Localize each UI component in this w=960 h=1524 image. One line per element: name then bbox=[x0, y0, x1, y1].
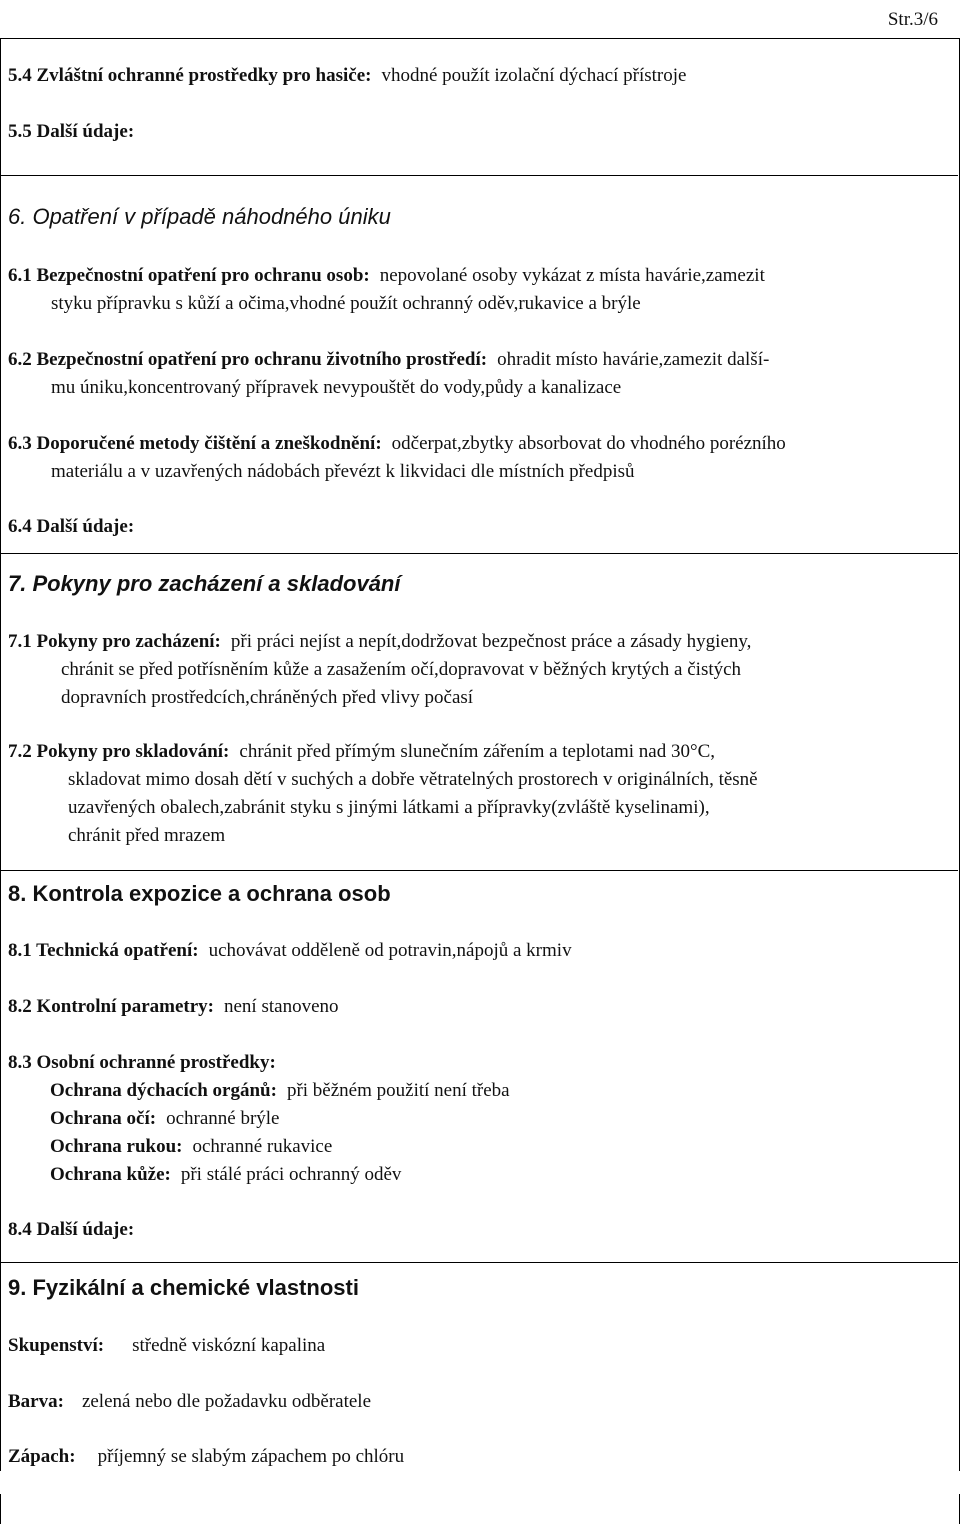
section-label: 8.1 Technická opatření: bbox=[8, 940, 199, 961]
section-5-4 bbox=[8, 62, 953, 90]
ppe-label: Ochrana kůže: bbox=[50, 1164, 171, 1185]
section-value-line: materiálu a v uzavřených nádobách převézt k likvidaci dle místních předpisů bbox=[51, 461, 635, 482]
property-label: Skupenství: bbox=[8, 1335, 105, 1356]
section-value: chránit před přímým slunečním zářením a teplotami nad 30°C, bbox=[239, 741, 715, 762]
section-6-4 bbox=[8, 513, 953, 541]
section-label: 6.4 Další údaje: bbox=[8, 516, 135, 537]
heading-section-9: 9. Fyzikální a chemické vlastnosti bbox=[8, 1275, 359, 1300]
section-label: 8.4 Další údaje: bbox=[8, 1219, 135, 1240]
section-value-line: chránit před mrazem bbox=[68, 825, 226, 846]
heading-section-7: 7. Pokyny pro zacházení a skladování bbox=[8, 571, 401, 596]
section-value: při práci nejíst a nepít,dodržovat bezpečnost práce a zásady hygieny, bbox=[230, 631, 752, 652]
ppe-value: při běžném použití není třeba bbox=[286, 1080, 510, 1101]
separator bbox=[0, 175, 958, 176]
section-label: 7.1 Pokyny pro zacházení: bbox=[8, 631, 221, 652]
section-7-2 bbox=[8, 738, 953, 850]
property-state bbox=[8, 1332, 953, 1360]
section-8-4 bbox=[8, 1216, 953, 1244]
section-label: 6.1 Bezpečnostní opatření pro ochranu osob: bbox=[8, 265, 370, 286]
section-value: nepovolané osoby vykázat z místa havárie,zamezit bbox=[379, 265, 765, 286]
section-value-line: mu úniku,koncentrovaný přípravek nevypouštět do vody,půdy a kanalizace bbox=[51, 377, 622, 398]
section-label: 5.4 Zvláštní ochranné prostředky pro hasiče: bbox=[8, 65, 372, 86]
ppe-item bbox=[8, 1077, 953, 1105]
section-6-1 bbox=[8, 262, 953, 318]
section-8-1 bbox=[8, 937, 953, 965]
next-section-frame bbox=[0, 1494, 960, 1524]
property-label: Barva: bbox=[8, 1391, 64, 1412]
separator bbox=[0, 870, 958, 871]
ppe-label: Ochrana rukou: bbox=[50, 1136, 183, 1157]
property-value: příjemný se slabým zápachem po chlóru bbox=[97, 1446, 405, 1467]
section-value-line: uzavřených obalech,zabránit styku s jinými látkami a přípravky(zvláště kyselinami), bbox=[68, 797, 710, 818]
section-label: 5.5 Další údaje: bbox=[8, 121, 135, 142]
heading-section-6: 6. Opatření v případě náhodného úniku bbox=[8, 204, 391, 229]
ppe-label: Ochrana očí: bbox=[50, 1108, 157, 1129]
ppe-item bbox=[8, 1161, 953, 1189]
page-number: Str.3/6 bbox=[887, 9, 938, 30]
section-label: 8.2 Kontrolní parametry: bbox=[8, 996, 214, 1017]
separator bbox=[0, 553, 958, 554]
section-value-line: dopravních prostředcích,chráněných před vlivy počasí bbox=[61, 687, 474, 708]
ppe-item bbox=[8, 1105, 953, 1133]
heading-section-8: 8. Kontrola expozice a ochrana osob bbox=[8, 881, 391, 906]
section-value: uchovávat odděleně od potravin,nápojů a krmiv bbox=[208, 940, 572, 961]
section-label: 7.2 Pokyny pro skladování: bbox=[8, 741, 230, 762]
property-odor bbox=[8, 1443, 953, 1471]
section-value: vhodné použít izolační dýchací přístroje bbox=[381, 65, 687, 86]
section-value: ohradit místo havárie,zamezit další- bbox=[497, 349, 770, 370]
property-label: Zápach: bbox=[8, 1446, 76, 1467]
section-7-1 bbox=[8, 628, 953, 712]
separator bbox=[0, 1262, 958, 1263]
section-value-line: styku přípravku s kůží a očima,vhodné použít ochranný oděv,rukavice a brýle bbox=[51, 293, 641, 314]
section-8-2 bbox=[8, 993, 953, 1021]
section-value: odčerpat,zbytky absorbovat do vhodného porézního bbox=[391, 433, 786, 454]
section-label: 8.3 Osobní ochranné prostředky: bbox=[8, 1052, 276, 1073]
section-label: 6.3 Doporučené metody čištění a zneškodnění: bbox=[8, 433, 382, 454]
property-color bbox=[8, 1388, 953, 1416]
section-6-3 bbox=[8, 430, 953, 486]
property-value: zelená nebo dle požadavku odběratele bbox=[81, 1391, 372, 1412]
ppe-value: při stálé práci ochranný oděv bbox=[180, 1164, 402, 1185]
section-label: 6.2 Bezpečnostní opatření pro ochranu životního prostředí: bbox=[8, 349, 488, 370]
section-8-3 bbox=[8, 1049, 953, 1189]
ppe-label: Ochrana dýchacích orgánů: bbox=[50, 1080, 277, 1101]
section-value: není stanoveno bbox=[224, 996, 339, 1017]
section-value-line: skladovat mimo dosah dětí v suchých a dobře větratelných prostorech v originálních, těsně bbox=[68, 769, 758, 790]
property-value: středně viskózní kapalina bbox=[132, 1335, 326, 1356]
section-6-2 bbox=[8, 346, 953, 402]
ppe-value: ochranné rukavice bbox=[192, 1136, 333, 1157]
section-value-line: chránit se před potřísněním kůže a zasažením očí,dopravovat v běžných krytých a čistých bbox=[61, 659, 742, 680]
ppe-item bbox=[8, 1133, 953, 1161]
section-5-5 bbox=[8, 118, 953, 146]
ppe-value: ochranné brýle bbox=[166, 1108, 280, 1129]
